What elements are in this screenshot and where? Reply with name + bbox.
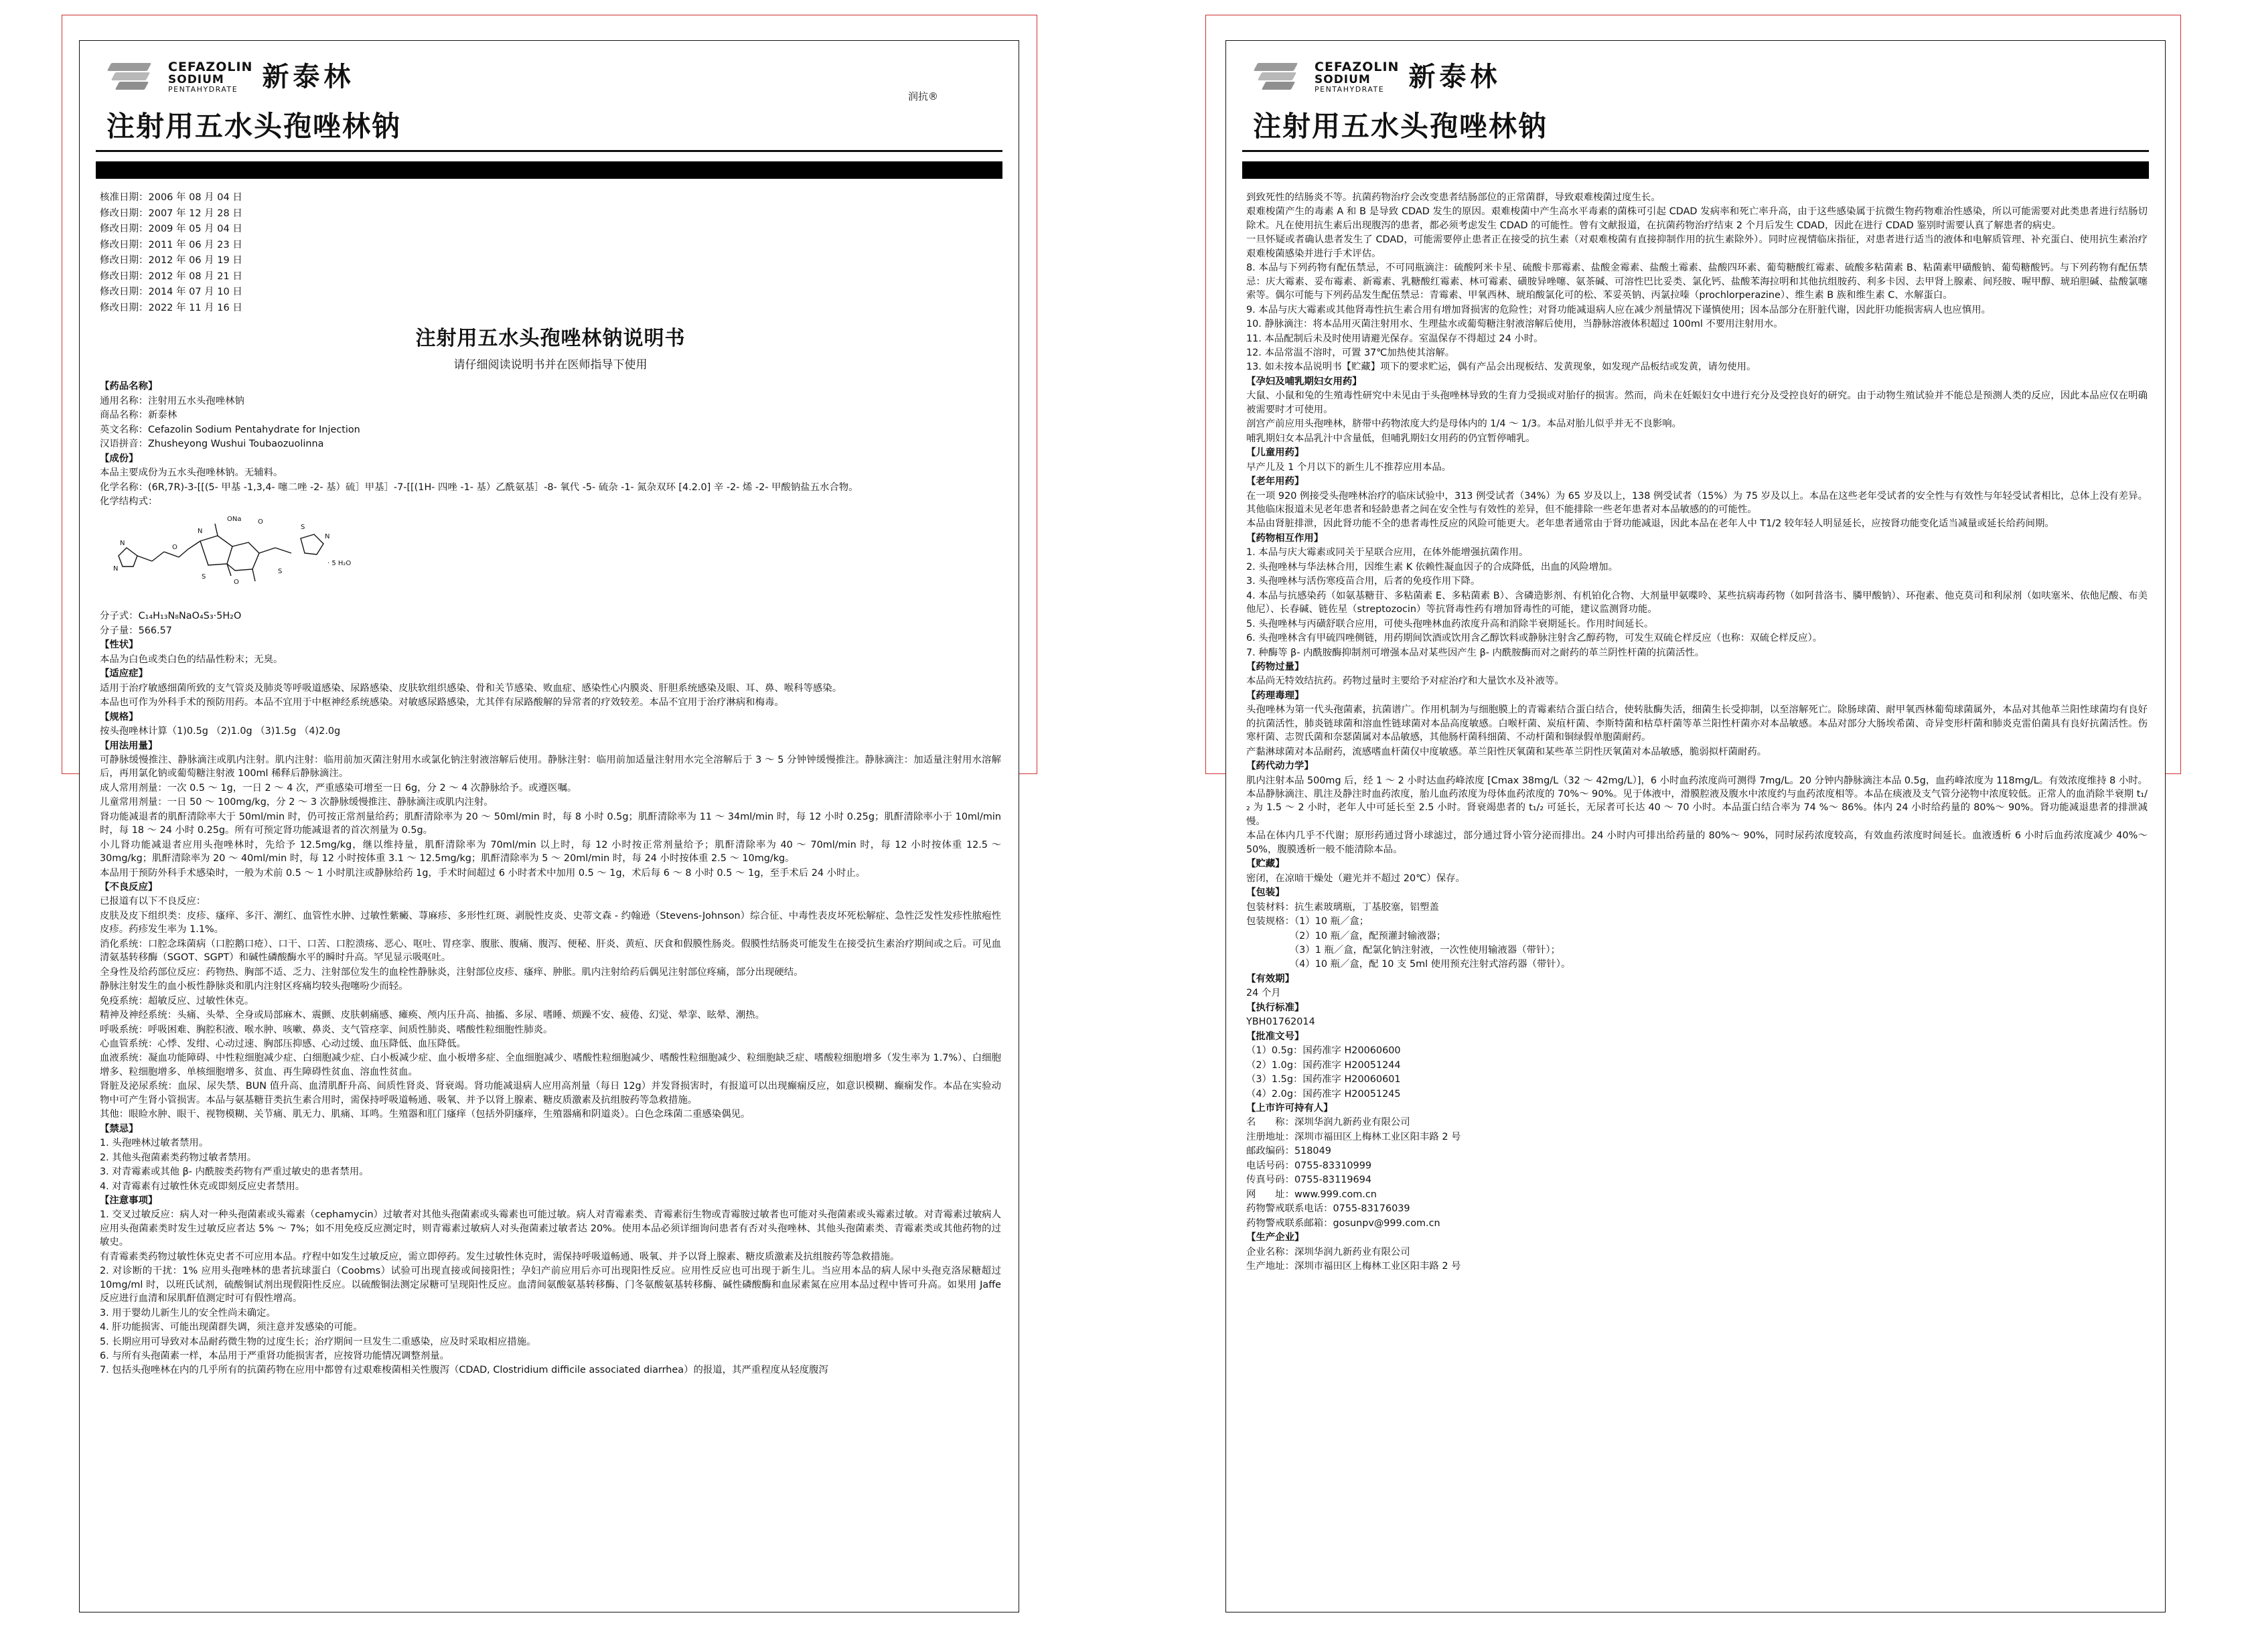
brand-chinese-name: 新泰林: [262, 62, 355, 92]
section-heading: 【老年用药】: [1246, 476, 1304, 487]
leaflet-section: [1246, 1231, 2148, 1273]
section-paragraph: 药物警戒联系电话：0755-83176039: [1246, 1203, 1410, 1215]
section-heading: 【适应症】: [100, 668, 148, 680]
svg-text:O: O: [172, 544, 177, 552]
section-paragraph: 全身性及给药部位反应：药物热、胸部不适、乏力、注射部位发生的血栓性静脉炎，注射部位皮疹、瘙痒、肿胀。肌内注射给药后偶见注射部位疼痛，部分出现硬结。: [100, 966, 804, 978]
section-paragraph: 5. 头孢唑林与丙磺舒联合应用，可使头孢唑林血药浓度升高和消除半衰期延长。作用时间延长。: [1246, 618, 1654, 629]
leaflet-section: [1246, 1030, 2148, 1101]
section-paragraph: 本品也可作为外科手术的预防用药。本品不宜用于中枢神经系统感染。对敏感尿路感染，尤其伴有尿路酸解的异常者的疗效较差。本品不宜用于治疗淋病和梅毒。: [100, 697, 784, 708]
section-paragraph: 呼吸系统：呼吸困难、胸腔积液、喉水肿、咳嗽、鼻炎、支气管痉挛、间质性肺炎、嗜酸性粒细胞性肺炎。: [100, 1024, 553, 1035]
section-paragraph: 包装材料：抗生素玻璃瓶，丁基胶塞，铝塑盖: [1246, 901, 1439, 913]
section-paragraph: 企业名称：深圳华润九新药业有限公司: [1246, 1246, 1410, 1258]
section-paragraph: （4）10 瓶／盒，配 10 支 5ml 使用预充注射式溶药器（带针）。: [1246, 959, 1571, 970]
brand-en-line1: CEFAZOLIN: [1315, 59, 1400, 74]
leaflet-section: [1246, 660, 2148, 688]
section-heading: 【孕妇及哺乳期妇女用药】: [1246, 376, 1362, 387]
section-paragraph: 11. 本品配制后未及时使用请避光保存。室温保存不得超过 24 小时。: [1246, 333, 1544, 344]
section-paragraph: 肌内注射本品 500mg 后，经 1 ～ 2 小时达血药峰浓度 [Cmax 38mg/L（32 ～ 42mg/L）]，6 小时血药浓度尚可测得 7mg/L。20 分钟内静脉滴注本品 0.5g，血药峰浓度为 118mg/L。有效浓度维持 8 小时。本品静脉滴注、肌注及静注时血药浓度，胎儿血药浓度为母体血药浓度的 70%～ 90%。见于体液中，滑膜腔液及腹水中浓度约与血药浓度相等。本品在痰液及支气管分泌物中浓度较低。正常人的血消除半衰期 t₁/₂ 为 1.5 ～ 2 小时，老年人中可延长至 2.5 小时。肾衰竭患者的 t₁/₂ 可延长，无尿者可长达 40 ～ 70 小时。本品蛋白结合率为 74 %～ 86%。体内 24 小时给药量的 80%～ 90%。肾功能减退患者的排泄减慢。: [1246, 775, 2148, 827]
section-paragraph: 早产儿及 1 个月以下的新生儿不推荐应用本品。: [1246, 461, 1452, 473]
revision-date-list: [100, 191, 1001, 315]
leaflet-section: [100, 452, 1001, 480]
right-section-list: [1246, 191, 2148, 1273]
section-paragraph: YBH01762014: [1246, 1017, 1315, 1028]
leaflet-section: [1246, 191, 2148, 374]
left-body-column: [80, 179, 1019, 1385]
section-heading: 【上市许可持有人】: [1246, 1103, 1333, 1114]
leaflet-section: [1246, 689, 2148, 759]
section-paragraph: 2. 对诊断的干扰：1% 应用头孢唑林的患者抗球蛋白（Coobms）试验可出现直接或间接阳性；孕妇产前应用后亦可出现阳性反应。应用性反应也可出现于新生儿。当应用本品的病人尿中头孢克洛尿糖超过 10mg/ml 时，以班氏试剂，硫酸铜试剂出现假阳性反应。以硫酸铜法测定尿糖可呈现阳性反应。血清间氨酸氨基转移酶、门冬氨酸氨基转移酶、碱性磷酸酶和血尿素氮在应用本品过程中皆可升高。如果用 Jaffe 反应进行血清和尿肌酐值测定时可有假性增高。: [100, 1266, 1001, 1304]
section-paragraph: 头孢唑林为第一代头孢菌素，抗菌谱广。作用机制为与细胞膜上的青霉素结合蛋白结合，使转肽酶失活，细菌生长受抑制，以至溶解死亡。除肠球菌、耐甲氧西林葡萄球菌属外，本品对其他革兰阳性球菌均有良好的抗菌活性，肺炎链球菌和溶血性链球菌对本品高度敏感。白喉杆菌、炭疽杆菌、李斯特菌和枯草杆菌等革兰阳性杆菌亦对本品敏感。本品对部分大肠埃希菌、奇异变形杆菌和肺炎克雷伯菌具有良好抗菌活性。伤寒杆菌、志贺氏菌和奈瑟菌属对本品敏感，其他肠杆菌科细菌、不动杆菌和铜绿假单胞菌耐药。: [1246, 704, 2148, 743]
section-paragraph: 一旦怀疑或者确认患者发生了 CDAD，可能需要停止患者正在接受的抗生素（对艰难梭菌有直接抑制作用的抗生素除外）。同时应视情临床指征，对患者进行适当的液体和电解质管理、补充蛋白、使用抗生素治疗艰难梭菌感染并进行手术评估。: [1246, 234, 2148, 259]
section-paragraph: 皮肤及皮下组织类：皮疹、瘙痒、多汗、潮红、血管性水肿、过敏性紫癜、荨麻疹、多形性红斑、剥脱性皮炎、史蒂文森 - 约翰逊（Stevens-Johnson）综合征、中毒性表皮坏死松解症、急性泛发性发疹性脓疱性皮疹。药疹发生率为 1.1%。: [100, 910, 1001, 935]
svg-text:O: O: [258, 518, 263, 526]
section-heading: 【批准文号】: [1246, 1031, 1304, 1042]
section-paragraph: 精神及神经系统：头痛、头晕、全身或局部麻木、震颤、皮肤刺痛感、瘫痪、颅内压升高、抽搐、多尿、嗜睡、烦躁不安、疲倦、幻觉、晕挛、眩晕、潮热。: [100, 1010, 765, 1021]
section-paragraph: 生产地址：深圳市福田区上梅林工业区阳丰路 2 号: [1246, 1260, 1461, 1272]
left-brand-row: [80, 41, 1019, 102]
section-paragraph: 化学结构式：: [100, 496, 158, 507]
section-heading: 【生产企业】: [1246, 1232, 1304, 1244]
section-paragraph: 肾脏及泌尿系统：血尿、尿失禁、BUN 值升高、血清肌酐升高、间质性肾炎、肾衰竭。肾功能减退病人应用高剂量（每日 12g）并发肾损害时，有报道可以出现癫痫反应，如意识模糊、癫痫发作。本品在实验动物中可产生肾小管损害。本品与氨基糖苷类抗生素合用时，需保持呼吸道畅通、吸氧、并予以肾上腺素、糖皮质激素及抗组胺药等急救措施。: [100, 1081, 1001, 1106]
section-heading: 【药物相互作用】: [1246, 532, 1324, 544]
leaflet-heading: 注射用五水头孢唑林钠说明书: [415, 326, 686, 350]
section-paragraph: 传真号码：0755-83119694: [1246, 1175, 1372, 1186]
left-section-list: [100, 380, 1001, 1377]
section-paragraph: 通用名称：注射用五水头孢唑林钠: [100, 395, 244, 406]
right-body-column: [1226, 179, 2165, 1280]
section-paragraph: 5. 长期应用可导致对本品耐药微生物的过度生长；治疗期间一旦发生二重感染，应及时采取相应措施。: [100, 1336, 536, 1347]
section-paragraph: 小儿肾功能减退者应用头孢唑林时，先给予 12.5mg/kg，继以维持量，肌酐清除率为 70ml/min 以上时，每 12 小时按正常剂量给予；肌酐清除率为 40 ～ 70ml/min 时，每 12 小时按体重 12.5 ～ 30mg/kg；肌酐清除率为 20 ～ 40ml/min 时，每 12 小时按体重 3.1 ～ 12.5mg/kg；肌酐清除率为 5 ～ 20ml/min 时，每 24 小时按体重 2.5 ～ 10mg/kg。: [100, 839, 1001, 865]
black-bar-left: [96, 161, 1002, 179]
leaflet-subheading: 请仔细阅读说明书并在医师指导下使用: [453, 358, 648, 372]
section-heading: 【药物过量】: [1246, 661, 1304, 672]
revision-date: 修改日期：2012 年 06 月 19 日: [100, 255, 242, 267]
section-heading: 【贮藏】: [1246, 858, 1285, 870]
svg-text:N: N: [325, 533, 330, 541]
section-paragraph: 密闭，在凉暗干燥处（避光并不超过 20℃）保存。: [1246, 873, 1465, 884]
revision-date: 修改日期：2012 年 08 月 21 日: [100, 271, 242, 282]
section-paragraph: 3. 用于婴幼儿新生儿的安全性尚未确定。: [100, 1307, 276, 1319]
brand-en-line2: SODIUM: [168, 72, 224, 86]
left-product-title: 注射用五水头孢唑林钠: [106, 110, 402, 143]
section-heading: 【执行标准】: [1246, 1002, 1304, 1013]
section-paragraph: 化学名称：(6R,7R)-3-[[(5- 甲基 -1,3,4- 噻二唑 -2- 基）硫］甲基］-7-[[(1H- 四唑 -1- 基）乙酰氨基］-8- 氧代 -5- 硫杂 -1- 氮杂双环 [4.2.0] 辛 -2- 烯 -2- 甲酸钠盐五水合物。: [100, 481, 858, 493]
leaflet-section: [100, 380, 1001, 451]
section-paragraph: 大鼠、小鼠和兔的生殖毒性研究中未见由于头孢唑林导致的生育力受损或对胎仔的损害。然而，尚未在妊娠妇女中进行充分及受控良好的研究。由于动物生殖试验并不能总是预测人类的反应，因此本品应仅在明确被需要时才可使用。: [1246, 390, 2148, 415]
section-paragraph: 成人常用剂量：一次 0.5 ～ 1g，一日 2 ～ 4 次，严重感染可增至一日 6g，分 2 ～ 4 次静脉给予。或遵医嘱。: [100, 782, 577, 794]
section-paragraph: 13. 如未按本品说明书【贮藏】项下的要求贮运，偶有产品会出现板结、发黄现象，如发现产品板结或发黄，请勿使用。: [1246, 362, 1756, 373]
section-paragraph: 肾功能减退者的肌酐清除率大于 50ml/min 时，仍可按正常剂量给药；肌酐清除率为 20 ～ 50ml/min 时，每 8 小时 0.5g；肌酐清除率为 11 ～ 34ml/min 时，每 12 小时 0.25g；肌酐清除率小于 10ml/min 时，每 18 ～ 24 小时 0.25g。所有可预定肾功能减退者的首次剂量为 0.5g。: [100, 811, 1001, 836]
section-paragraph: 本品在体内几乎不代谢；原形药通过肾小球滤过，部分通过肾小管分泌而排出。24 小时内可排出给药量的 80%～ 90%，同时尿药浓度较高，有效血药浓度时间延长。血液透析 6 小时后血药浓度减少 40%～ 50%，腹膜透析一般不能清除本品。: [1246, 830, 2148, 855]
section-paragraph: 在一项 920 例接受头孢唑林治疗的临床试验中，313 例受试者（34%）为 65 岁及以上，138 例受试者（15%）为 75 岁及以上。本品在这些老年受试者的安全性与有效性与年轻受试者相比，总体上没有差异。其他临床报道未见老年患者和轻龄患者之间在安全性与有效性的差异，但不能排除一些老年患者对本品敏感的的可能性。: [1246, 490, 2148, 515]
section-heading: 【包装】: [1246, 887, 1285, 899]
leaflet-section: [100, 710, 1001, 739]
right-product-title: 注射用五水头孢唑林钠: [1253, 110, 1548, 143]
section-paragraph: 已报道有以下不良反应：: [100, 896, 206, 907]
section-paragraph: 产黏淋球菌对本品耐药，流感嗜血杆菌仅中度敏感。革兰阳性厌氧菌和某些革兰阴性厌氧菌对本品敏感，脆弱拟杆菌耐药。: [1246, 746, 1767, 757]
chemical-structure-image: [100, 509, 361, 609]
section-paragraph: 6. 头孢唑林含有甲硫四唑侧链，用药期间饮酒或饮用含乙醇饮料或静脉注射含乙醇药物，可发生双硫仑样反应（也称：双硫仑样反应）。: [1246, 633, 1823, 644]
section-paragraph: 3. 对青霉素或其他 β- 内酰胺类药物有严重过敏史的患者禁用。: [100, 1167, 369, 1178]
right-brand-row: [1226, 41, 2165, 94]
section-paragraph: 网 址：www.999.com.cn: [1246, 1189, 1377, 1200]
section-heading: 【成份】: [100, 453, 139, 464]
section-heading: 【性状】: [100, 640, 139, 651]
leaflet-section: [1246, 1001, 2148, 1029]
leaflet-section: [1246, 759, 2148, 856]
brand-english-name: [168, 61, 252, 94]
leaflet-section: [100, 481, 1001, 610]
section-paragraph: 剖宫产前应用头孢唑林，脐带中药物浓度大约是母体内的 1/4 ～ 1/3。本品对胎儿似乎并无不良影响。: [1246, 419, 1682, 430]
section-paragraph: 心血管系统：心悸、发绀、心动过速、胸部压抑感、心动过缓、血压降低、血压降低。: [100, 1039, 466, 1050]
section-paragraph: 本品为白色或类白色的结晶性粉末；无臭。: [100, 654, 283, 665]
company-logo-icon: [1253, 59, 1305, 94]
brand-en-line3: PENTAHYDRATE: [1315, 85, 1385, 94]
svg-text:N: N: [120, 540, 125, 548]
revision-date: 修改日期：2014 年 07 月 10 日: [100, 287, 242, 298]
section-paragraph: 哺乳期妇女本品乳汁中含量低，但哺乳期妇女用药的仍宜暂停哺乳。: [1246, 433, 1536, 444]
svg-text:S: S: [202, 573, 206, 581]
section-paragraph: （2）10 瓶／盒，配预灌封输液器；: [1246, 930, 1446, 942]
section-paragraph: 到致死性的结肠炎不等。抗菌药物治疗会改变患者结肠部位的正常菌群，导致艰难梭菌过度生长。: [1246, 192, 1661, 203]
section-paragraph: 汉语拼音：Zhusheyong Wushui Toubaozuolinna: [100, 439, 324, 450]
section-paragraph: 24 个月: [1246, 988, 1281, 999]
brand-en-line2: SODIUM: [1315, 72, 1371, 86]
svg-text:N: N: [198, 528, 203, 536]
section-heading: 【注意事项】: [100, 1195, 158, 1206]
section-paragraph: 静脉注射发生的血小板性静脉炎和肌内注射区疼痛均较头孢噻吩少而轻。: [100, 981, 408, 992]
company-logo-icon: [106, 59, 159, 94]
left-leaflet-panel: [79, 40, 1019, 1612]
section-paragraph: 按头孢唑林计算（1)0.5g （2)1.0g （3)1.5g （4)2.0g: [100, 726, 341, 737]
section-paragraph: 1. 交叉过敏反应：病人对一种头孢菌素或头霉素（cephamycin）过敏者对其他头孢菌素或头霉素也可能过敏。病人对青霉素类、青霉素衍生物或青霉胺过敏者也可能对头孢菌素或头霉素过敏。对青霉素过敏病人应用头孢菌素类时发生过敏反应者达 5% ～ 7%；如不用免疫反应测定时，则青霉素过敏病人对头孢菌素过敏者达 20%。使用本品必须详细询问患者有否对头孢唑林、其他头孢菌素类、青霉素类或其他药物的过敏史。: [100, 1209, 1001, 1248]
section-paragraph: 本品由肾脏排泄，因此肾功能不全的患者毒性反应的风险可能更大。老年患者通常由于肾功能减退，因此本品在老年人中 T1/2 较年轻人明显延长，应按肾功能变化适当减量或延长给药间期。: [1246, 518, 2054, 530]
section-paragraph: 3. 头孢唑林与活伤寒疫苗合用，后者的免疫作用下降。: [1246, 576, 1481, 587]
section-heading: 【药品名称】: [100, 381, 158, 392]
section-paragraph: 2. 头孢唑林与华法林合用，因维生素 K 依赖性凝血因子的合成降低，出血的风险增加。: [1246, 561, 1618, 573]
leaflet-section: [100, 1122, 1001, 1193]
leaflet-section: [100, 739, 1001, 881]
section-paragraph: 儿童常用剂量：一日 50 ～ 100mg/kg，分 2 ～ 3 次静脉缓慢推注、静脉滴注或肌内注射。: [100, 797, 494, 808]
svg-text:· 5 H₂O: · 5 H₂O: [327, 560, 352, 568]
leaflet-section: [1246, 446, 2148, 474]
section-paragraph: 7. 种酶等 β- 内酰胺酶抑制剂可增强本品对某些因产生 β- 内酰胺酶而对之耐药的革兰阴性杆菌的抗菌活性。: [1246, 647, 1705, 658]
section-paragraph: 分子式：C₁₄H₁₃N₈NaO₄S₃·5H₂O: [100, 611, 242, 622]
leaflet-section: [100, 609, 1001, 637]
section-paragraph: 4. 本品与抗感染药（如氨基糖苷、多粘菌素 E、多粘菌素 B）、含磷造影剂、有机铂化合物、大剂量甲氨喋呤、某些抗病毒药物（如阿昔洛韦、膦甲酸钠）、环孢素、他克莫司和利尿剂（如呋塞米、依他尼酸、布美他尼）、长春碱、链佐星（streptozocin）等抗肾毒性药有增加肾毒性的可能，建议监测肾功能。: [1246, 590, 2148, 615]
section-paragraph: （3）1 瓶／盒，配氯化钠注射液，一次性使用输液器（带针）；: [1246, 945, 1560, 956]
brand-chinese-name: 新泰林: [1408, 62, 1501, 92]
section-paragraph: 本品主要成份为五水头孢唑林钠。无辅料。: [100, 467, 283, 479]
section-paragraph: 9. 本品与庆大霉素或其他肾毒性抗生素合用有增加肾损害的危险性；对肾功能减退病人应在减少剂量情况下谨慎使用；因本品部分在肝脏代谢，因此肝功能损害病人也应慎用。: [1246, 304, 1991, 315]
section-paragraph: 名 称：深圳华润九新药业有限公司: [1246, 1117, 1410, 1128]
black-bar-right: [1242, 161, 2149, 179]
section-paragraph: 其他：眼睑水肿、眼干、视物模糊、关节痛、肌无力、肌痛、耳鸣。生殖器和肛门瘙痒（包括外阴瘙痒，生殖器痛和阴道炎）。白色念珠菌二重感染偶见。: [100, 1109, 751, 1120]
leaflet-section: [100, 667, 1001, 709]
revision-date: 修改日期：2011 年 06 月 23 日: [100, 239, 242, 250]
brand-en-line3: PENTAHYDRATE: [168, 85, 238, 94]
svg-text:S: S: [301, 524, 305, 532]
section-paragraph: 消化系统：口腔念珠菌病（口腔鹅口疮）、口干、口苦、口腔溃疡、恶心、呕吐、胃痉挛、腹胀、腹痛、腹泻、便秘、肝炎、黄疸、厌食和假膜性肠炎。假膜性结肠炎可能发生在接受抗生素治疗期间或之后。可见血清氨基转移酶（SGOT、SGPT）和碱性磷酸酶水平的瞬时升高。罕见显示吸呕吐。: [100, 938, 1001, 964]
section-paragraph: （2）1.0g：国药准字 H20051244: [1246, 1059, 1401, 1071]
section-paragraph: 电话号码：0755-83310999: [1246, 1160, 1372, 1171]
leaflet-section: [1246, 532, 2148, 660]
section-paragraph: （3）1.5g：国药准字 H20060601: [1246, 1074, 1401, 1085]
registered-mark-label: 润抗®: [907, 90, 938, 102]
section-heading: 【规格】: [100, 711, 139, 723]
svg-text:S: S: [278, 568, 283, 576]
revision-date: 核准日期：2006 年 08 月 04 日: [100, 192, 242, 203]
section-paragraph: 本品用于预防外科手术感染时，一般为术前 0.5 ～ 1 小时肌注或静脉给药 1g，手术时间超过 6 小时者术中加用 0.5 ～ 1g，术后每 6 ～ 8 小时 0.5 ～ 1g，至手术后 24 小时止。: [100, 867, 866, 879]
section-paragraph: 6. 与所有头孢菌素一样，本品用于严重肾功能损害者，应按肾功能情况调整剂量。: [100, 1350, 449, 1361]
revision-date: 修改日期：2022 年 11 月 16 日: [100, 303, 242, 314]
section-heading: 【儿童用药】: [1246, 447, 1304, 459]
section-paragraph: 血液系统：凝血功能障碍、中性粒细胞减少症、白细胞减少症、白小板减少症、血小板增多症、全血细胞减少、嗜酸性粒细胞减少、嗜酸性粒细胞减少、粒细胞缺乏症、嗜酸粒细胞增多（发生率为 1.7%）、白细胞增多、粒细胞增多、单核细胞增多、贫血、再生障碍性贫血、溶血性贫血。: [100, 1053, 1001, 1077]
svg-text:O: O: [234, 579, 239, 587]
leaflet-section: [100, 881, 1001, 1122]
section-heading: 【用法用量】: [100, 740, 158, 751]
brand-english-name: [1315, 61, 1399, 94]
section-paragraph: 本品尚无特效结抗药。药物过量时主要给予对症治疗和大量饮水及补液等。: [1246, 676, 1564, 687]
section-paragraph: 1. 本品与庆大霉素或同关于星联合应用，在体外能增强抗菌作用。: [1246, 547, 1529, 558]
leaflet-section: [1246, 972, 2148, 1000]
section-paragraph: 适用于治疗敏感细菌所致的支气管炎及肺炎等呼吸道感染、尿路感染、皮肤软组织感染、骨和关节感染、败血症、感染性心内膜炎、肝胆系统感染及眼、耳、鼻、喉科等感染。: [100, 682, 842, 694]
section-paragraph: 药物警戒联系邮箱：gosunpv@999.com.cn: [1246, 1217, 1440, 1229]
revision-date: 修改日期：2009 年 05 月 04 日: [100, 224, 242, 235]
section-paragraph: （4）2.0g：国药准字 H20051245: [1246, 1088, 1401, 1100]
leaflet-section: [1246, 857, 2148, 885]
section-paragraph: 4. 对青霉素有过敏性休克或即刻反应史者禁用。: [100, 1181, 305, 1192]
section-paragraph: 分子量：566.57: [100, 625, 172, 636]
svg-text:N: N: [113, 565, 119, 573]
brand-en-line1: CEFAZOLIN: [168, 59, 253, 74]
svg-text:ONa: ONa: [227, 516, 242, 524]
leaflet-section: [1246, 1102, 2148, 1230]
section-paragraph: 12. 本品常温不溶时，可置 37℃加热使其溶解。: [1246, 347, 1455, 358]
section-paragraph: 包装规格：（1）10 瓶／盒；: [1246, 916, 1369, 927]
title-underline: [96, 150, 1002, 152]
section-heading: 【药代动力学】: [1246, 761, 1314, 772]
right-leaflet-panel: [1225, 40, 2166, 1612]
section-heading: 【有效期】: [1246, 973, 1294, 984]
section-paragraph: 邮政编码：518049: [1246, 1146, 1331, 1157]
leaflet-section: [1246, 475, 2148, 531]
section-paragraph: 4. 肝功能损害、可能出现菌群失调，须注意并发感染的可能。: [100, 1322, 363, 1333]
section-paragraph: 可静脉缓慢推注、静脉滴注或肌内注射。肌内注射：临用前加灭菌注射用水或氯化钠注射液溶解后使用。静脉注射：临用前加适量注射用水完全溶解后于 3 ～ 5 分钟钟缓慢推注。静脉滴注：加适量注射用水溶解后，再用氯化钠或葡萄糖注射液 100ml 稀释后静脉滴注。: [100, 754, 1001, 779]
section-heading: 【不良反应】: [100, 882, 158, 893]
section-paragraph: （1）0.5g：国药准字 H20060600: [1246, 1045, 1401, 1057]
section-paragraph: 10. 静脉滴注：将本品用灭菌注射用水、生理盐水或葡萄糖注射液溶解后使用，当静脉溶液体积超过 100ml 不要用注射用水。: [1246, 319, 1783, 330]
section-heading: 【禁忌】: [100, 1123, 139, 1134]
section-paragraph: 7. 包括头孢唑林在内的几乎所有的抗菌药物在应用中都曾有过艰难梭菌相关性腹泻（CDAD, Clostridium difficile associated diarrhea）的报道，其严重程度从轻度腹泻: [100, 1365, 828, 1376]
leaflet-section: [100, 1194, 1001, 1377]
section-paragraph: 注册地址：深圳市福田区上梅林工业区阳丰路 2 号: [1246, 1131, 1461, 1142]
section-heading: 【药理毒理】: [1246, 690, 1304, 701]
section-paragraph: 英文名称：Cefazolin Sodium Pentahydrate for Injection: [100, 424, 360, 435]
section-paragraph: 艰难梭菌产生的毒素 A 和 B 是导致 CDAD 发生的原因。艰难梭菌中产生高水平毒素的菌株可引起 CDAD 发病率和死亡率升高，由于这些感染属于抗微生物药物难治性感染，所以可能需要对此类患者进行结肠切除术。凡在使用抗生素后出现腹泻的患者，都必须考虑发生 CDAD 的可能性。曾有文献报道，在抗菌药物治疗结束 2 个月后发生 CDAD，因此在进行 CDAD 鉴别时需要认真了解患者的病史。: [1246, 206, 2148, 231]
section-paragraph: 8. 本品与下列药物有配伍禁忌，不可同瓶滴注：硫酸阿米卡星、硫酸卡那霉素、盐酸金霉素、盐酸土霉素、盐酸四环素、葡萄糖酸红霉素、硫酸多粘菌素 B、粘菌素甲磺酸钠、葡萄糖酸钙。与下列药物有配伍禁忌：庆大霉素、妥布霉素、新霉素、乳糖酸红霉素、林可霉素、磺胺异唑噻、氨茶碱、可溶性巴比妥类、氯化钙、盐酸苯海拉明和其他抗组胺药、利多卡因、去甲肾上腺素、间羟胺、喔甲醇、琥珀胆碱、盐酸氯噻索等。偶尔可能与下列药品发生配伍禁忌：青霉素、甲氧西林、琥珀酸氯化可的松、苯妥英钠、丙氯拉嗪（prochlorperazine）、维生素 B 族和维生素 C、水解蛋白。: [1246, 262, 2148, 301]
section-paragraph: 有青霉素类药物过敏性休克史者不可应用本品。疗程中如发生过敏反应，需立即停药。发生过敏性休克时，需保持呼吸道畅通、吸氧、并予以肾上腺素、糖皮质激素及抗组胺药等急救措施。: [100, 1251, 900, 1262]
section-paragraph: 2. 其他头孢菌素类药物过敏者禁用。: [100, 1152, 257, 1163]
leaflet-section: [100, 638, 1001, 666]
leaflet-section: [1246, 886, 2148, 972]
title-underline: [1242, 150, 2149, 152]
revision-date: 修改日期：2007 年 12 月 28 日: [100, 208, 242, 219]
section-paragraph: 免疫系统：超敏反应、过敏性休克。: [100, 995, 254, 1006]
leaflet-section: [1246, 375, 2148, 445]
section-paragraph: 商品名称：新泰林: [100, 410, 177, 421]
section-paragraph: 1. 头孢唑林过敏者禁用。: [100, 1138, 209, 1149]
